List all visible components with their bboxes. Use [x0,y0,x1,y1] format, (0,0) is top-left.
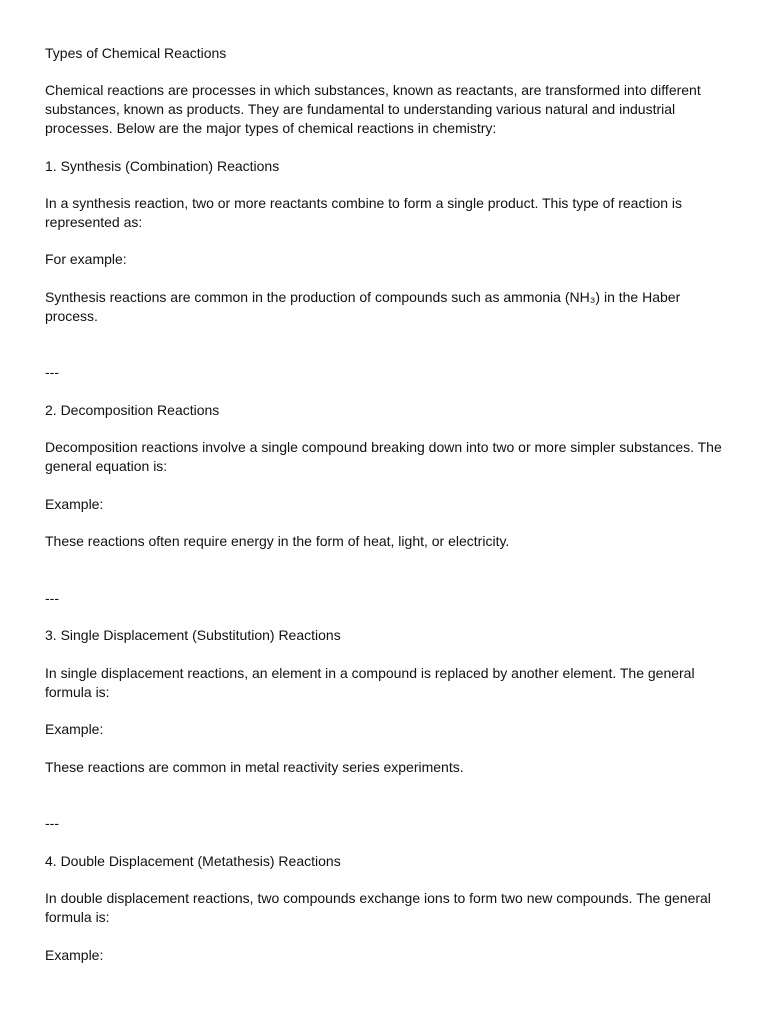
section-description-synthesis: In a synthesis reaction, two or more reactants combine to form a single product. This type of reaction is represented as: [45,195,683,230]
section-separator: --- [45,589,59,606]
section-description-single-displacement: In single displacement reactions, an element in a compound is replaced by another element. The general formula is: [45,664,695,700]
section-description-double-displacement: In double displacement reactions, two compounds exchange ions to form two new compounds. The general formula is: [45,890,711,926]
section-note-synthesis: Synthesis reactions are common in the production of compounds such as ammonia (NH₃) in the Haber process. [45,288,681,324]
intro-paragraph: Chemical reactions are processes in which substances, known as reactants, are transformed into different substances, known as products. They are fundamental to understanding various natural and industrial processes. Below are the major types of chemical reactions in chemistry: [45,82,701,137]
section-heading-double-displacement: 4. Double Displacement (Metathesis) Reactions [45,852,341,869]
example-label-single-displacement: Example: [45,721,104,738]
document-title: Types of Chemical Reactions [45,45,227,61]
section-description-decomposition: Decomposition reactions involve a single compound breaking down into two or more simpler substances. The general equation is: [45,439,722,475]
example-label-decomposition: Example: [45,495,104,512]
example-label-synthesis: For example: [45,251,127,268]
section-separator: --- [45,364,59,381]
section-heading-single-displacement: 3. Single Displacement (Substitution) Reactions [45,627,341,644]
section-heading-decomposition: 2. Decomposition Reactions [45,401,220,418]
example-label-double-displacement: Example: [45,946,104,963]
section-heading-synthesis: 1. Synthesis (Combination) Reactions [45,157,280,174]
document-page [45,44,725,965]
section-separator: --- [45,815,59,832]
section-note-single-displacement: These reactions are common in metal reactivity series experiments. [45,758,464,775]
section-note-decomposition: These reactions often require energy in the form of heat, light, or electricity. [45,533,510,550]
